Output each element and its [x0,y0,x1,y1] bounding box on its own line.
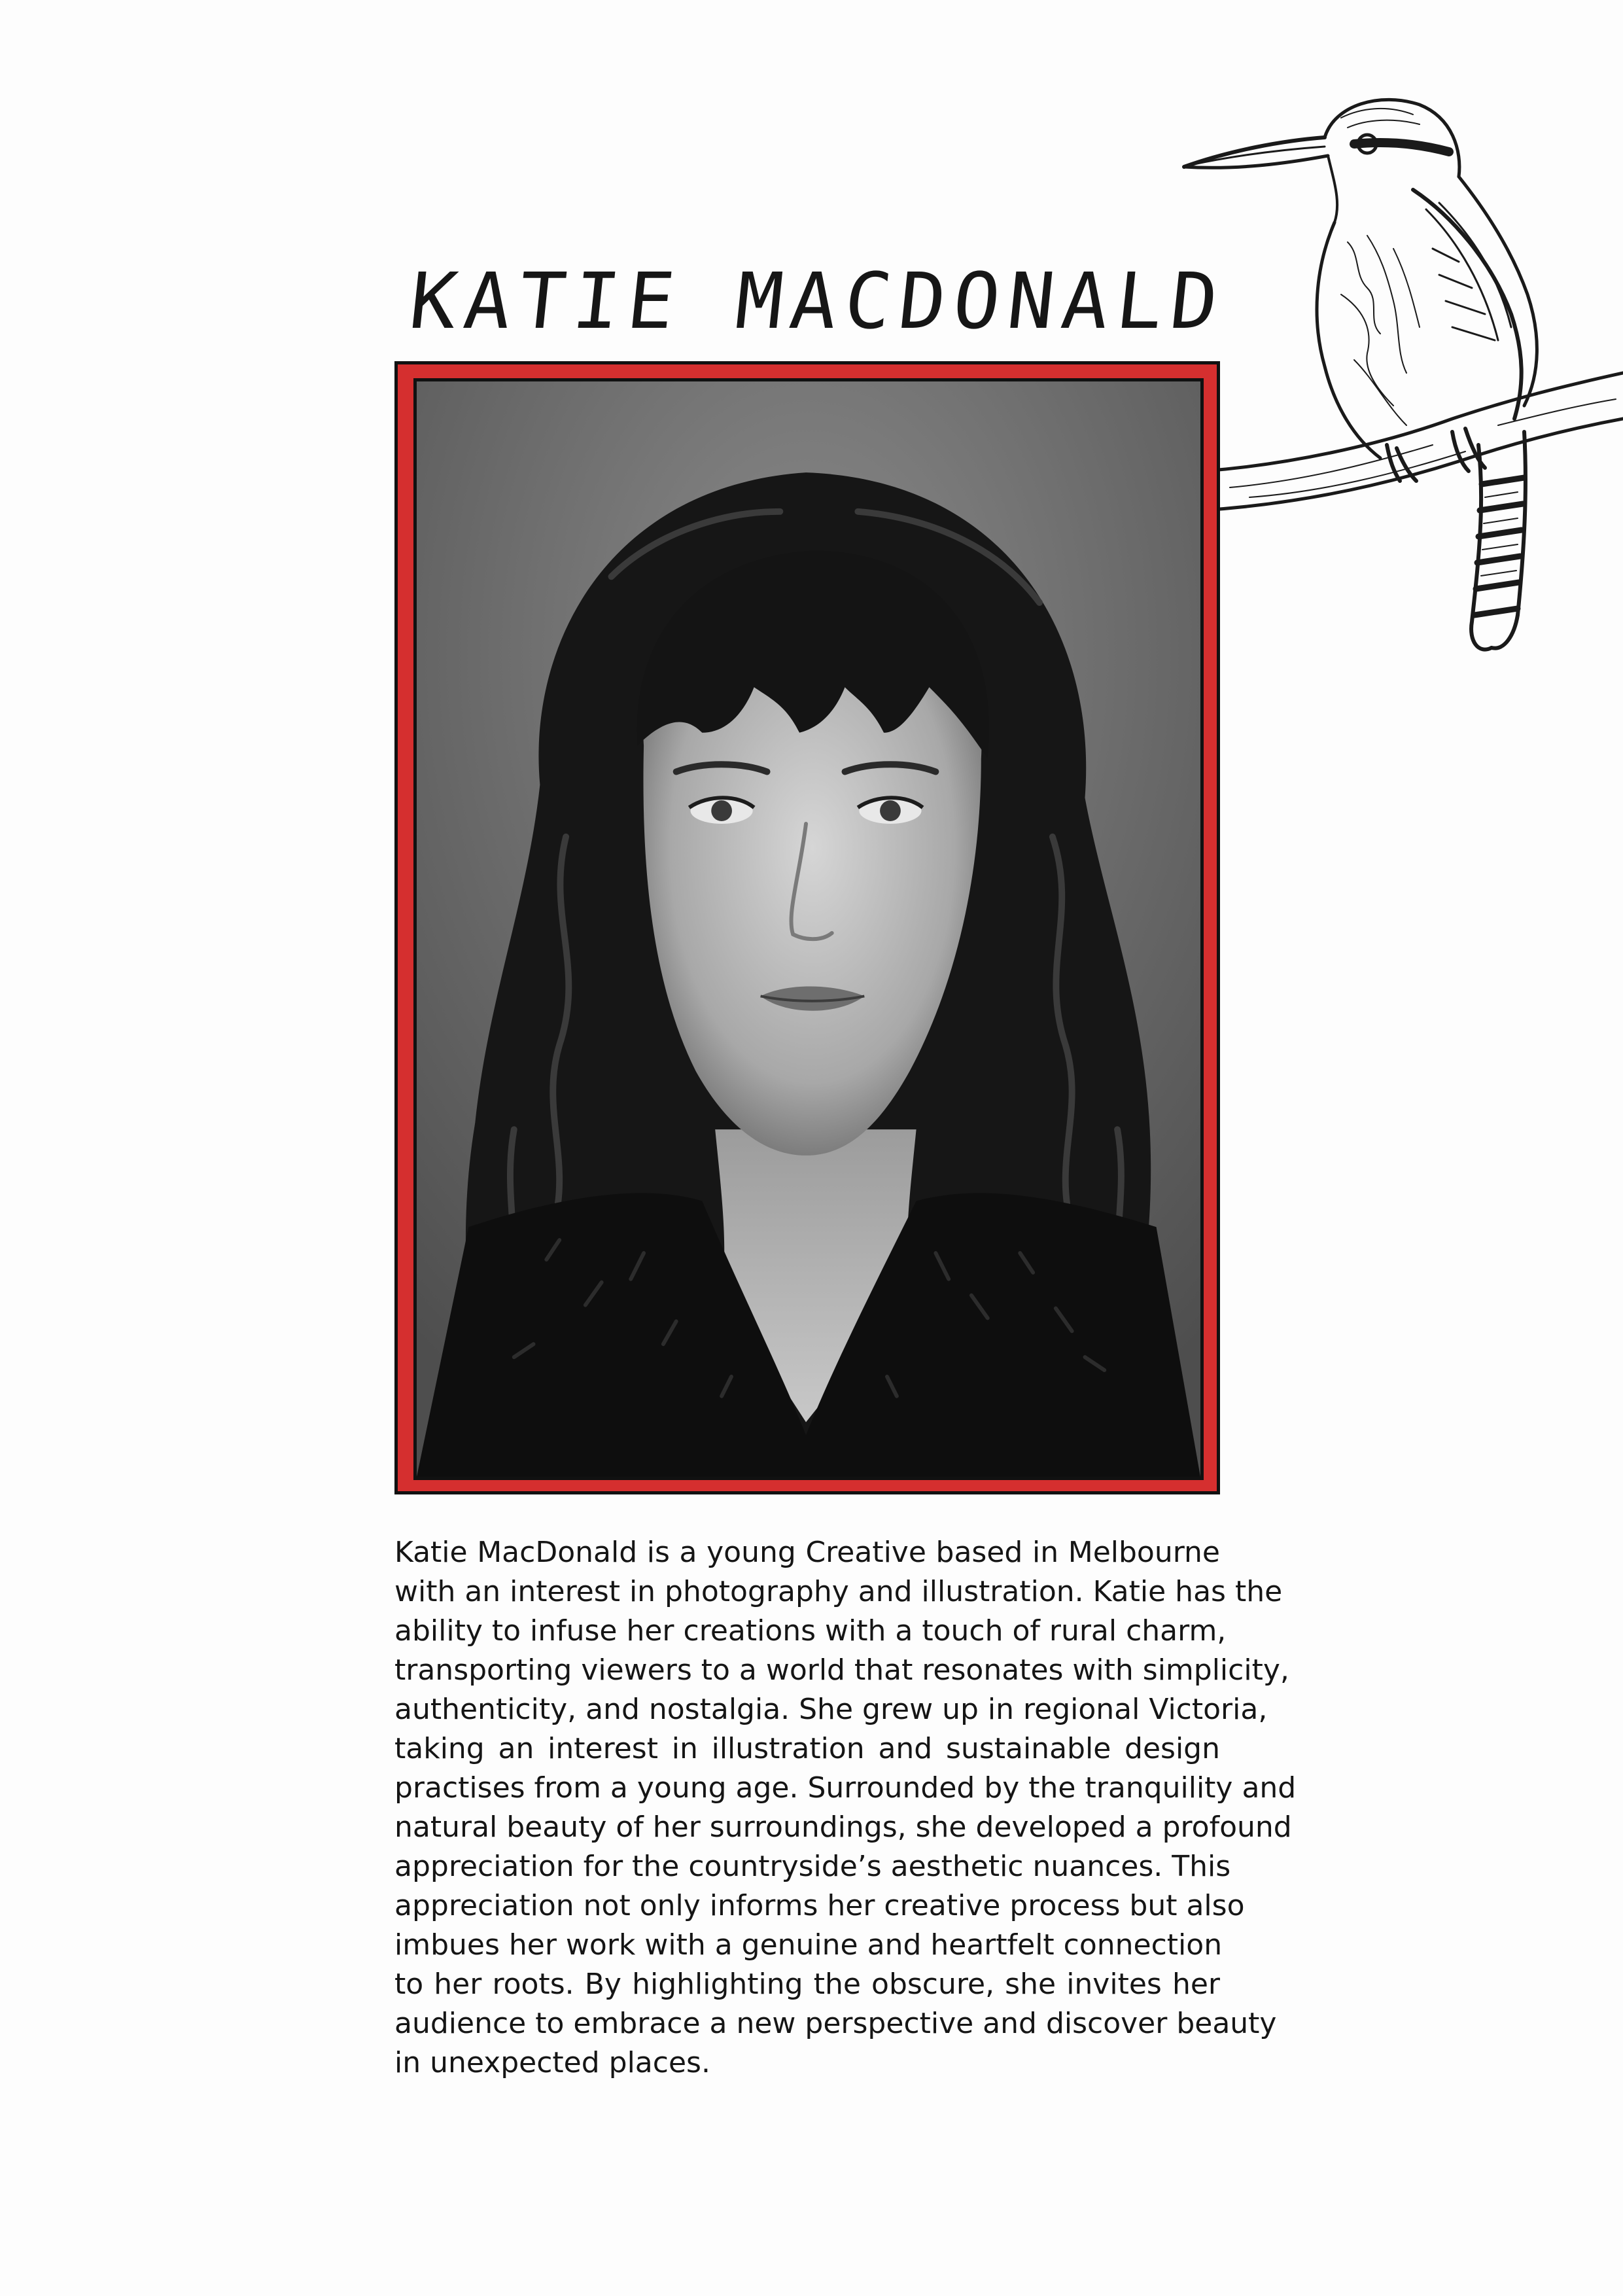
bio-line: Katie MacDonald is a young Creative based in Melbourne [394,1536,1220,1569]
bio-line: practises from a young age. Surrounded by the tranquility and [394,1771,1297,1805]
kookaburra-drawing-icon [1171,79,1623,680]
biography-paragraph [394,1533,1297,2083]
portrait-photo-icon [413,378,1204,1480]
bio-line: imbues her work with a genuine and heartfelt connection [394,1928,1223,1962]
page-title: KATIE MACDONALD [405,256,1230,346]
bio-line: transporting viewers to a world that resonates with simplicity, [394,1653,1289,1687]
bio-line: natural beauty of her surroundings, she developed a profound [394,1810,1292,1844]
bio-line: appreciation for the countryside’s aesthetic nuances. This [394,1850,1231,1883]
bio-line: authenticity, and nostalgia. She grew up in regional Victoria, [394,1693,1268,1726]
bio-line: taking an interest in illustration and sustainable design [394,1732,1220,1765]
bio-line: appreciation not only informs her creative process but also [394,1889,1245,1922]
bio-line: in unexpected places. [394,2046,710,2079]
bio-line: with an interest in photography and illustration. Katie has the [394,1575,1283,1608]
bio-line: to her roots. By highlighting the obscure, she invites her [394,1968,1220,2001]
bio-line: ability to infuse her creations with a touch of rural charm, [394,1614,1227,1648]
bio-line: audience to embrace a new perspective and discover beauty [394,2007,1277,2040]
